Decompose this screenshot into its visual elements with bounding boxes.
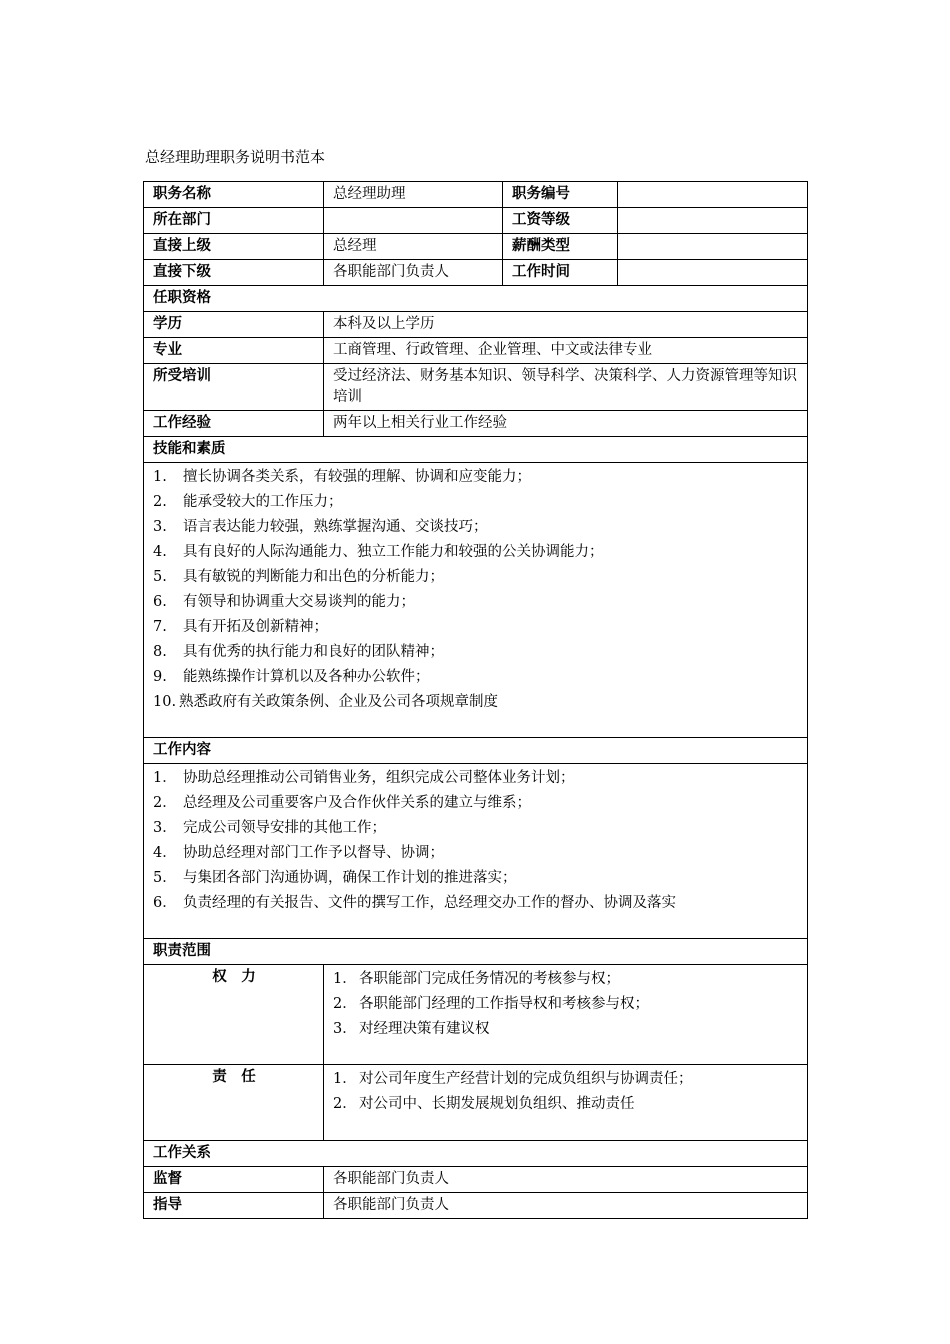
subordinate-value: 各职能部门负责人	[324, 260, 503, 286]
power-list	[324, 965, 808, 1065]
job-name-label: 职务名称	[144, 182, 324, 208]
list-item: 2. 能承受较大的工作压力；	[153, 494, 343, 510]
list-item: 3． 对经理决策有建议权	[333, 1021, 490, 1037]
row-duty	[144, 1065, 808, 1141]
row-responsibility-header	[144, 939, 808, 965]
work-time-label: 工作时间	[503, 260, 618, 286]
row-subordinate	[144, 260, 808, 286]
list-item: 6． 负责经理的有关报告、文件的撰写工作，总经理交办工作的督办、协调及落实	[153, 895, 676, 911]
row-guide	[144, 1193, 808, 1219]
duty-label: 责 任	[144, 1065, 324, 1141]
row-power	[144, 965, 808, 1065]
experience-value: 两年以上相关行业工作经验	[324, 411, 808, 437]
list-item: 4. 具有良好的人际沟通能力、独立工作能力和较强的公关协调能力；	[153, 544, 604, 560]
training-label: 所受培训	[144, 364, 324, 411]
list-item: 1． 各职能部门完成任务情况的考核参与权；	[333, 971, 620, 987]
list-item: 9. 能熟练操作计算机以及各种办公软件；	[153, 669, 430, 685]
row-major	[144, 338, 808, 364]
supervise-value: 各职能部门负责人	[324, 1167, 808, 1193]
row-job-name	[144, 182, 808, 208]
salary-grade-value	[618, 208, 808, 234]
salary-grade-label: 工资等级	[503, 208, 618, 234]
duty-list	[324, 1065, 808, 1141]
education-value: 本科及以上学历	[324, 312, 808, 338]
list-item: 4． 协助总经理对部门工作予以督导、协调；	[153, 845, 444, 861]
list-item: 1． 对公司年度生产经营计划的完成负组织与协调责任；	[333, 1071, 693, 1087]
list-item: 7. 具有开拓及创新精神；	[153, 619, 328, 635]
supervise-label: 监督	[144, 1167, 324, 1193]
dept-label: 所在部门	[144, 208, 324, 234]
row-qualification-header	[144, 286, 808, 312]
list-item: 3. 语言表达能力较强，熟练掌握沟通、交谈技巧；	[153, 519, 488, 535]
row-supervise	[144, 1167, 808, 1193]
list-item: 2． 总经理及公司重要客户及合作伙伴关系的建立与维系；	[153, 795, 531, 811]
list-item: 5. 具有敏锐的判断能力和出色的分析能力；	[153, 569, 444, 585]
row-education	[144, 312, 808, 338]
superior-value: 总经理	[324, 234, 503, 260]
power-label: 权 力	[144, 965, 324, 1065]
guide-label: 指导	[144, 1193, 324, 1219]
major-label: 专业	[144, 338, 324, 364]
skills-header: 技能和素质	[144, 437, 808, 463]
row-department	[144, 208, 808, 234]
row-relations-header	[144, 1141, 808, 1167]
list-item: 8. 具有优秀的执行能力和良好的团队精神；	[153, 644, 444, 660]
list-item: 2． 对公司中、长期发展规划负组织、推动责任	[333, 1096, 635, 1112]
list-item: 2． 各职能部门经理的工作指导权和考核参与权；	[333, 996, 649, 1012]
dept-value	[324, 208, 503, 234]
qualification-header: 任职资格	[144, 286, 808, 312]
relations-header: 工作关系	[144, 1141, 808, 1167]
list-item: 1. 擅长协调各类关系，有较强的理解、协调和应变能力；	[153, 469, 531, 485]
list-item: 10. 熟悉政府有关政策条例、企业及公司各项规章制度	[153, 694, 498, 710]
list-item: 1． 协助总经理推动公司销售业务，组织完成公司整体业务计划；	[153, 770, 575, 786]
skills-list	[144, 463, 808, 738]
row-superior	[144, 234, 808, 260]
job-no-value	[618, 182, 808, 208]
responsibility-header: 职责范围	[144, 939, 808, 965]
work-content-list	[144, 764, 808, 939]
row-work-content-header	[144, 738, 808, 764]
major-value: 工商管理、行政管理、企业管理、中文或法律专业	[324, 338, 808, 364]
row-training	[144, 364, 808, 411]
row-work-content-list	[144, 764, 808, 939]
list-item: 6. 有领导和协调重大交易谈判的能力；	[153, 594, 415, 610]
list-item: 3． 完成公司领导安排的其他工作；	[153, 820, 386, 836]
job-name-value: 总经理助理	[324, 182, 503, 208]
list-item: 5． 与集团各部门沟通协调，确保工作计划的推进落实；	[153, 870, 517, 886]
pay-type-label: 薪酬类型	[503, 234, 618, 260]
experience-label: 工作经验	[144, 411, 324, 437]
row-skills-header	[144, 437, 808, 463]
row-experience	[144, 411, 808, 437]
work-time-value	[618, 260, 808, 286]
job-no-label: 职务编号	[503, 182, 618, 208]
job-description-table	[143, 181, 808, 1219]
document-title: 总经理助理职务说明书范本	[145, 148, 326, 166]
guide-value: 各职能部门负责人	[324, 1193, 808, 1219]
row-skills-list	[144, 463, 808, 738]
work-content-header: 工作内容	[144, 738, 808, 764]
education-label: 学历	[144, 312, 324, 338]
superior-label: 直接上级	[144, 234, 324, 260]
subordinate-label: 直接下级	[144, 260, 324, 286]
training-value: 受过经济法、财务基本知识、领导科学、决策科学、人力资源管理等知识培训	[324, 364, 808, 411]
pay-type-value	[618, 234, 808, 260]
